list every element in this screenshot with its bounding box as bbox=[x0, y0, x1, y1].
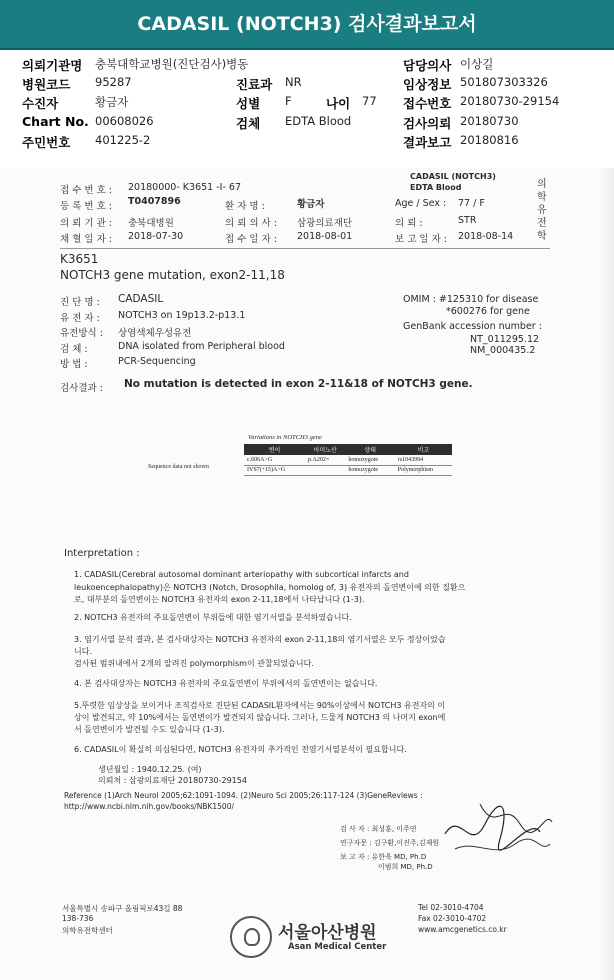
interp-line-6: 니다. bbox=[74, 647, 92, 656]
institution-label: 의뢰기관명 bbox=[22, 58, 83, 73]
reference-line-1: Reference (1)Arch Neurol 2005;62:1091-1094. (2)Neuro Sci 2005;26:117-124 (3)GeneReviews : bbox=[64, 791, 423, 800]
gene-label: 유 전 자 : bbox=[60, 313, 100, 324]
specimen-value: DNA isolated from Peripheral blood bbox=[118, 341, 285, 352]
interp-line-9: 5.뚜렷한 임상상을 보이거나 조직검사로 진단된 CADASIL환자에서는 90%이상에서 NOTCH3 유전자의 이 bbox=[74, 701, 446, 710]
gene-value: NOTCH3 on 19p13.2-p13.1 bbox=[118, 310, 246, 321]
table-row bbox=[244, 455, 452, 465]
table-cell: homozygote bbox=[345, 465, 394, 475]
researchers-line: 연구자문 : 김구환,이진주,김재원 bbox=[340, 839, 440, 847]
report-title: CADASIL (NOTCH3) 검사결과보고서 bbox=[0, 0, 614, 48]
test-box-specimen: EDTA Blood bbox=[410, 183, 462, 192]
patient-name-value: 황금자 bbox=[297, 199, 325, 210]
address-line-1: 서울특별시 송파구 올림픽로43길 88 bbox=[62, 904, 183, 913]
interpretation-title: Interpretation : bbox=[64, 548, 140, 559]
accession-value: 20180730-29154 bbox=[460, 94, 560, 108]
doctor-value: 이상길 bbox=[460, 57, 494, 71]
result-value: No mutation is detected in exon 2-11&18 of NOTCH3 gene. bbox=[124, 378, 473, 390]
fax-line: Fax 02-3010-4702 bbox=[418, 914, 487, 923]
table-cell: p.A202= bbox=[305, 455, 345, 465]
table-cell: Polymorphism bbox=[395, 465, 452, 475]
test-box-title: CADASIL (NOTCH3) bbox=[410, 172, 496, 181]
signature-image bbox=[440, 794, 560, 864]
table-cell bbox=[305, 465, 345, 475]
patient-name-label: 환 자 명 : bbox=[225, 201, 265, 212]
sequence-note: Sequence data not shown bbox=[148, 464, 209, 470]
method-value: PCR-Sequencing bbox=[118, 356, 196, 367]
variations-table bbox=[244, 444, 452, 476]
address-line-2: 138-736 bbox=[62, 914, 94, 923]
logo-emblem-icon bbox=[244, 928, 260, 946]
table-header: 변이 bbox=[244, 444, 305, 455]
table-header: 비고 bbox=[395, 444, 452, 455]
sex-value: F bbox=[285, 94, 292, 108]
age-value: 77 bbox=[362, 94, 377, 108]
hospital-logo-icon bbox=[230, 916, 272, 958]
req-doctor-value: 삼광의료재단 bbox=[297, 218, 353, 229]
tel-line: Tel 02-3010-4704 bbox=[418, 903, 484, 912]
chart-no-label: Chart No. bbox=[22, 114, 89, 129]
hospital-name-en: Asan Medical Center bbox=[288, 942, 387, 952]
genbank-1: NT_011295.12 bbox=[470, 334, 540, 345]
age-label: 나이 bbox=[326, 96, 351, 111]
table-header: 상태 bbox=[345, 444, 394, 455]
resident-no-value: 401225-2 bbox=[95, 133, 151, 147]
interp-line-1: 1. CADASIL(Cerebral autosomal dominant arteriopathy with subcortical infarcts and bbox=[74, 570, 409, 579]
interp-line-10: 상이 발견되고, 약 10%에서는 돌연변이가 발견되지 않습니다. 그러나, 드물게 NOTCH3 의 나머지 exon에 bbox=[74, 713, 446, 722]
hospital-name-kr: 서울아산병원 bbox=[278, 923, 377, 943]
table-cell: c.606A>G bbox=[244, 455, 305, 465]
table-header: 아미노산 bbox=[305, 444, 345, 455]
recv-date-label: 접 수 일 자 : bbox=[225, 234, 277, 245]
interp-line-12: 6. CADASIL이 확실히 의심된다면, NOTCH3 유전자의 추가적인 전염기서열분석이 필요합니다. bbox=[74, 745, 407, 754]
resident-no-label: 주민번호 bbox=[22, 135, 71, 150]
birth-line: 생년월일 : 1940.12.25. (여) bbox=[98, 765, 202, 774]
acc-no-label: 접 수 번 호 : bbox=[60, 185, 112, 196]
draw-date-label: 채 혈 일 자 : bbox=[60, 234, 112, 245]
hospital-code-label: 병원코드 bbox=[22, 77, 71, 92]
subject-value: 황금자 bbox=[95, 95, 129, 109]
result-label: 검사결과 : bbox=[60, 383, 103, 394]
reporter-line-2: 이범희 MD, Ph.D bbox=[378, 863, 433, 871]
clinical-info-label: 임상정보 bbox=[403, 77, 452, 92]
test-name: NOTCH3 gene mutation, exon2-11,18 bbox=[60, 268, 285, 282]
table-cell: IVS7(+15)A>G bbox=[244, 465, 305, 475]
hospital-code-value: 95287 bbox=[95, 75, 132, 89]
dept-label: 진료과 bbox=[236, 77, 273, 92]
request-date-value: 20180730 bbox=[460, 114, 519, 128]
reference-line-2: http://www.ncbi.nlm.nih.gov/books/NBK1500/ bbox=[64, 802, 234, 811]
specimen-label: 검 체 : bbox=[60, 344, 88, 355]
tester-line: 검 사 자 : 최성훈, 이주연 bbox=[340, 825, 417, 833]
doctor-label: 담당의사 bbox=[403, 58, 452, 73]
omim-line-2: *600276 for gene bbox=[446, 306, 530, 317]
variations-title: Variations in NOTCH3 gene bbox=[248, 434, 322, 441]
reg-no-label: 등 록 번 호 : bbox=[60, 201, 112, 212]
clinical-info-value: 501807303326 bbox=[460, 75, 548, 89]
genbank-label: GenBank accession number : bbox=[403, 321, 542, 332]
institution-value: 충북대학교병원(진단검사)병동 bbox=[95, 57, 249, 71]
ward-value: STR bbox=[458, 215, 477, 226]
req-doctor-label: 의 뢰 의 사 : bbox=[225, 218, 277, 229]
accession-label: 접수번호 bbox=[403, 96, 452, 111]
inheritance-value: 상염색체우성유전 bbox=[118, 328, 192, 339]
sex-label: 성별 bbox=[236, 96, 261, 111]
chart-no-value: 00608026 bbox=[95, 114, 154, 128]
request-date-label: 검사의뢰 bbox=[403, 116, 452, 131]
web-line: www.amcgenetics.co.kr bbox=[418, 925, 507, 934]
address-line-3: 의학유전학센터 bbox=[62, 926, 113, 935]
subject-label: 수진자 bbox=[22, 96, 59, 111]
genbank-2: NM_000435.2 bbox=[470, 345, 536, 356]
specimen-value: EDTA Blood bbox=[285, 114, 352, 128]
req-inst-value: 충북대병원 bbox=[128, 218, 174, 229]
specimen-label: 검체 bbox=[236, 116, 261, 131]
omim-line-1: OMIM : #125310 for disease bbox=[403, 294, 539, 305]
interp-line-8: 4. 본 검사대상자는 NOTCH3 유전자의 주요돌연변이 부위에서의 돌연변이는 없습니다. bbox=[74, 679, 378, 688]
table-cell: homozygote bbox=[345, 455, 394, 465]
age-sex-value: 77 / F bbox=[458, 198, 485, 209]
recv-date-value: 2018-08-01 bbox=[297, 231, 353, 242]
ward-label: 의 뢰 : bbox=[395, 218, 423, 229]
scanned-report bbox=[0, 168, 614, 980]
interp-line-5: 3. 염기서열 분석 결과, 본 검사대상자는 NOTCH3 유전자의 exon 2-11,18의 염기서열은 모두 정상이었습 bbox=[74, 635, 446, 644]
diagnosis-value: CADASIL bbox=[118, 293, 164, 305]
reg-no-value: T0407896 bbox=[128, 196, 181, 207]
side-label: 의학유전학 bbox=[537, 179, 547, 242]
req-inst-label: 의 뢰 기 관 : bbox=[60, 218, 112, 229]
report-date-value: 2018-08-14 bbox=[458, 231, 514, 242]
requester-line: 의뢰처 : 삼광의료재단 20180730-29154 bbox=[98, 776, 247, 785]
patient-info-panel bbox=[0, 50, 614, 168]
scan-edge-shadow bbox=[598, 168, 614, 980]
dept-value: NR bbox=[285, 75, 302, 89]
interp-line-4: 2. NOTCH3 유전자의 주요돌연변이 부위들에 대한 염기서열을 분석하였습니다. bbox=[74, 613, 352, 622]
interp-line-11: 서 돌연변이가 발견될 수도 있습니다 (1-3). bbox=[74, 725, 225, 734]
inheritance-label: 유전방식 : bbox=[60, 328, 103, 339]
table-cell: rs1043994 bbox=[395, 455, 452, 465]
test-code: K3651 bbox=[60, 252, 99, 266]
report-date-label: 보 고 일 자 : bbox=[395, 234, 447, 245]
report-date-label: 결과보고 bbox=[403, 135, 452, 150]
interp-line-2: leukoencephalopathy)은 NOTCH3 (Notch, Drosophila, homolog of, 3) 유전자의 돌연변이에 의한 질환으 bbox=[74, 583, 466, 592]
reporter-line-1: 보 고 자 : 유한욱 MD, Ph.D bbox=[340, 853, 427, 861]
interp-line-3: 로, 대부분의 돌연변이는 NOTCH3 유전자의 exon 2-11,18에서 나타납니다 (1-3). bbox=[74, 595, 365, 604]
acc-no-value: 20180000- K3651 -I- 67 bbox=[128, 182, 241, 193]
draw-date-value: 2018-07-30 bbox=[128, 231, 184, 242]
method-label: 방 법 : bbox=[60, 359, 88, 370]
interp-line-7: 검사된 범위내에서 2개의 알려진 polymorphism이 관찰되었습니다. bbox=[74, 659, 314, 668]
divider-1 bbox=[60, 248, 550, 249]
table-row bbox=[244, 465, 452, 475]
age-sex-label: Age / Sex : bbox=[395, 198, 447, 209]
report-date-value: 20180816 bbox=[460, 133, 519, 147]
table-header-row bbox=[244, 444, 452, 455]
diagnosis-label: 진 단 명 : bbox=[60, 297, 100, 308]
